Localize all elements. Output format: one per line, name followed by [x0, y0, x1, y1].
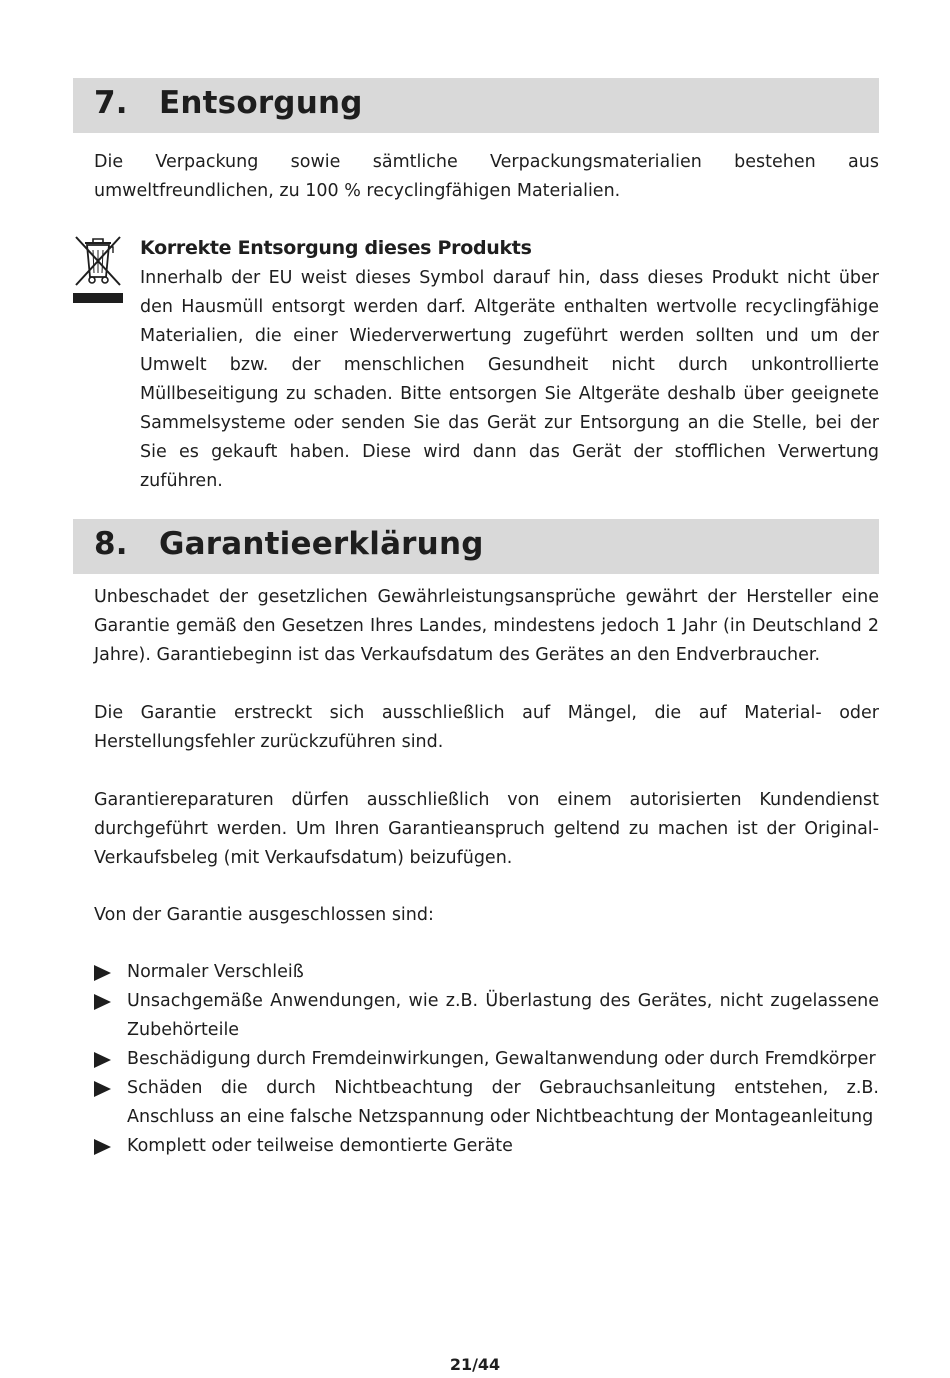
arrow-bullet-icon — [94, 965, 111, 981]
list-item-text: Unsachgemäße Anwendungen, wie z.B. Überlastung des Gerätes, nicht zugelassene Zubehörteile — [127, 991, 879, 1040]
list-item — [94, 1074, 879, 1132]
list-item — [94, 958, 879, 987]
section-8-title: Garantieerklärung — [159, 526, 484, 562]
list-item-text: Komplett oder teilweise demontierte Geräte — [127, 1136, 513, 1156]
crossed-out-wheelie-bin-icon — [73, 233, 123, 305]
section-8-header — [73, 519, 879, 574]
disposal-notice-title: Korrekte Entsorgung dieses Produkts — [140, 237, 532, 259]
section-7-header — [73, 78, 879, 133]
warranty-paragraph: Unbeschadet der gesetzlichen Gewährleistungsansprüche gewährt der Hersteller eine Garantie gemäß den Gesetzen Ihres Landes, mindestens jedoch 1 Jahr (in Deutschland 2 Jahre). Garantiebeginn ist das Verkaufsdatum des Gerätes an den Endverbraucher. — [94, 587, 879, 665]
section-8-number: 8. — [94, 526, 128, 562]
list-item — [94, 1132, 879, 1161]
list-item-text: Schäden die durch Nichtbeachtung der Gebrauchsanleitung entstehen, z.B. Anschluss an eine falsche Netzspannung oder Nichtbeachtung der Montageanleitung — [127, 1078, 879, 1127]
warranty-exclusions-list — [94, 958, 879, 1161]
arrow-bullet-icon — [94, 1052, 111, 1068]
warranty-paragraph: Die Garantie erstreckt sich ausschließlich auf Mängel, die auf Material- oder Herstellungsfehler zurückzuführen sind. — [94, 703, 879, 752]
section-7-title: Entsorgung — [159, 85, 363, 121]
list-item-text: Normaler Verschleiß — [127, 962, 304, 982]
arrow-bullet-icon — [94, 1081, 111, 1097]
arrow-bullet-icon — [94, 994, 111, 1010]
page-number: 21/44 — [449, 1355, 501, 1374]
list-item — [94, 987, 879, 1045]
arrow-bullet-icon — [94, 1139, 111, 1155]
disposal-notice-text: Innerhalb der EU weist dieses Symbol darauf hin, dass dieses Produkt nicht über den Hausmüll entsorgt werden darf. Altgeräte enthalten wertvolle recyclingfähige Materialien, die einer Wiederverwertung zugeführt werden sollten und um der Umwelt bzw. der menschlichen Gesundheit nicht durch unkontrollierte Müllbeseitigung zu schaden. Bitte entsorgen Sie Altgeräte deshalb über geeignete Sammelsysteme oder senden Sie das Gerät zur Entsorgung an die Stelle, bei der Sie es gekauft haben. Diese wird dann das Gerät der stofflichen Verwertung zuführen. — [140, 268, 879, 491]
section-7-number: 7. — [94, 85, 128, 121]
warranty-paragraph: Von der Garantie ausgeschlossen sind: — [94, 905, 434, 925]
list-item — [94, 1045, 879, 1074]
list-item-text: Beschädigung durch Fremdeinwirkungen, Gewaltanwendung oder durch Fremdkörper — [127, 1049, 876, 1069]
section-7-intro: Die Verpackung sowie sämtliche Verpackungsmaterialien bestehen aus umweltfreundlichen, zu 100 % recyclingfähigen Materialien. — [94, 152, 879, 201]
warranty-paragraph: Garantiereparaturen dürfen ausschließlich von einem autorisierten Kundendienst durchgeführt werden. Um Ihren Garantieanspruch geltend zu machen ist der Original-Verkaufsbeleg (mit Verkaufsdatum) beizufügen. — [94, 790, 879, 868]
